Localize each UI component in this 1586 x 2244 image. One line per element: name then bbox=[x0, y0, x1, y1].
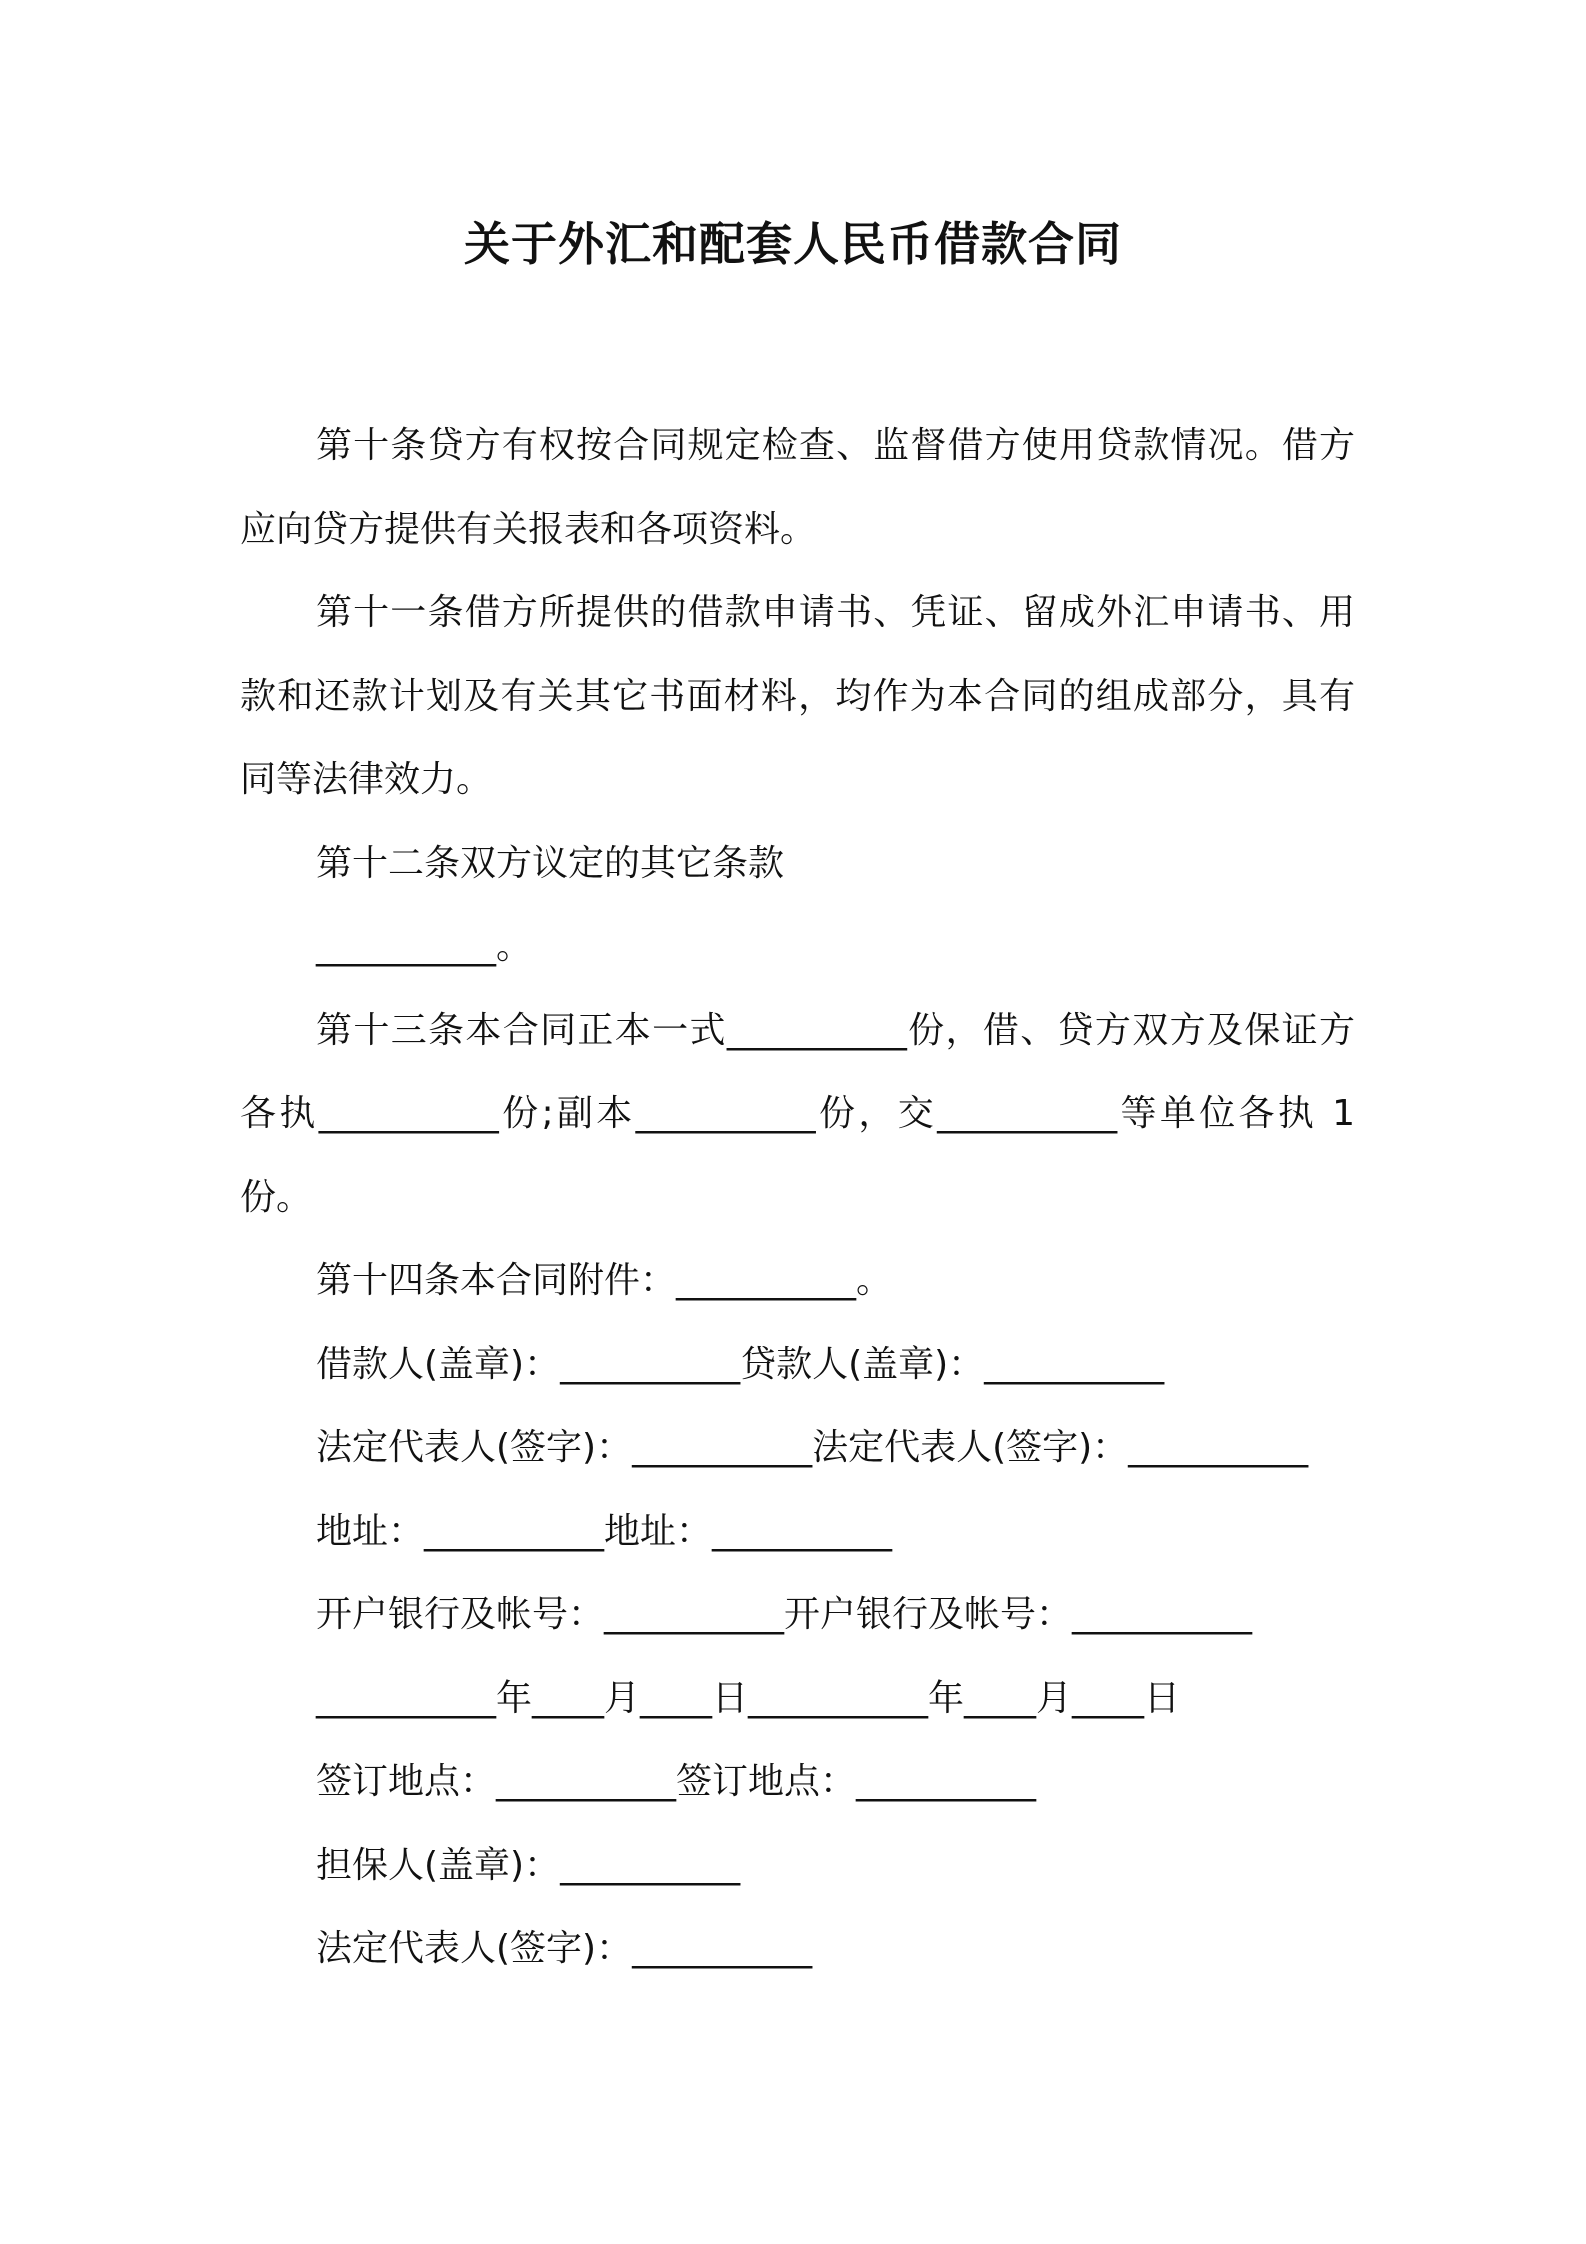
borrower-lender-seal-line: 借款人(盖章)：__________贷款人(盖章)：__________ bbox=[316, 1343, 1165, 1385]
clause-10: 第十条贷方有权按合同规定检查、监督借方使用贷款情况。借方应向贷方提供有关报表和各项资料。 bbox=[240, 425, 1355, 550]
signing-place-line: 签订地点：__________签订地点：__________ bbox=[316, 1761, 1037, 1802]
clause-12: 第十二条双方议定的其它条款 bbox=[316, 842, 785, 884]
address-line: 地址：__________地址：__________ bbox=[316, 1510, 893, 1552]
guarantor-legal-representative-line: 法定代表人(签字)：__________ bbox=[316, 1928, 813, 1969]
legal-representative-line: 法定代表人(签字)：__________法定代表人(签字)：__________ bbox=[316, 1427, 1309, 1468]
guarantor-seal-line: 担保人(盖章)：__________ bbox=[316, 1844, 741, 1886]
document-title: 关于外汇和配套人民币借款合同 bbox=[464, 217, 1122, 271]
clause-14-attachments: 第十四条本合同附件：__________。 bbox=[316, 1260, 893, 1301]
bank-account-line: 开户银行及帐号：__________开户银行及帐号：__________ bbox=[316, 1594, 1253, 1635]
clause-12-blank: __________。 bbox=[316, 926, 533, 967]
clause-13: 第十三条本合同正本一式__________份，借、贷方双方及保证方各执__________份;副本__________份，交__________等单位各执 1 份。 bbox=[240, 1009, 1355, 1218]
clause-11: 第十一条借方所提供的借款申请书、凭证、留成外汇申请书、用款和还款计划及有关其它书面材料，均作为本合同的组成部分，具有同等法律效力。 bbox=[240, 592, 1355, 800]
date-line: __________年____月____日__________年____月____日 bbox=[316, 1677, 1180, 1719]
document-body bbox=[240, 404, 1355, 1991]
